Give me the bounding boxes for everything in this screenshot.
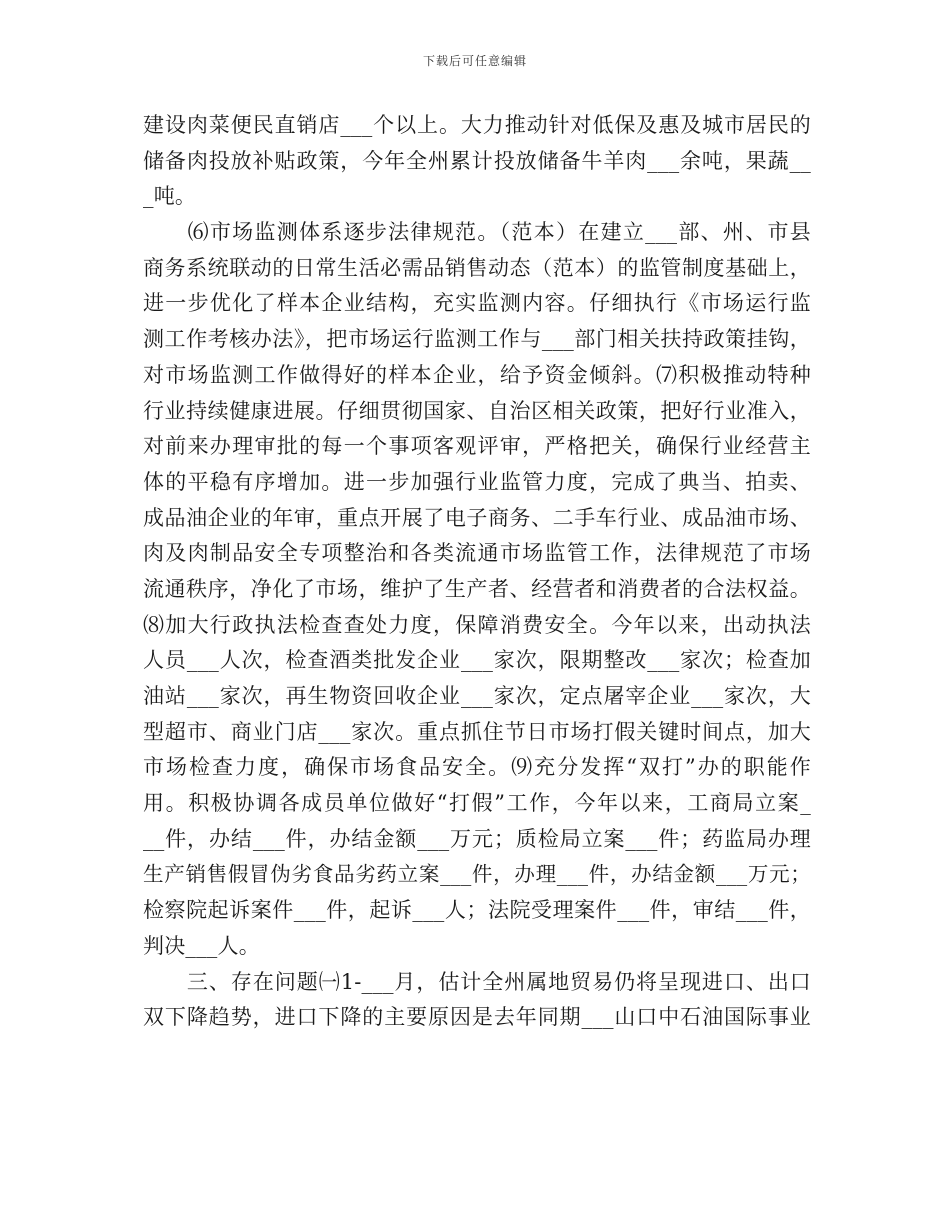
text-line: 市场检查力度，确保市场食品安全。⑼充分发挥“双打”办的职能作 xyxy=(143,755,811,780)
text-line: 生产销售假冒伪劣食品劣药立案___件，办理___件，办结金额___万元； xyxy=(143,862,811,887)
text-line: 用。积极协调各成员单位做好“打假”工作，今年以来，工商局立案_ xyxy=(143,791,811,816)
text-line: 油站___家次，再生物资回收企业___家次，定点屠宰企业___家次，大 xyxy=(143,684,811,708)
document-body xyxy=(143,108,811,1036)
text-line: 人员___人次，检查酒类批发企业___家次，限期整改___家次；检查加 xyxy=(143,648,811,673)
text-line: 检察院起诉案件___件，起诉___人；法院受理案件___件，审结___件， xyxy=(143,898,811,923)
text-line: 型超市、商业门店___家次。重点抓住节日市场打假关键时间点，加大 xyxy=(143,719,811,744)
text-line: 双下降趋势，进口下降的主要原因是去年同期___山口中石油国际事业 xyxy=(143,1005,811,1030)
text-line: 对前来办理审批的每一个事项客观评审，严格把关，确保行业经营主 xyxy=(143,434,811,459)
text-line: 进一步优化了样本企业结构，充实监测内容。仔细执行《市场运行监 xyxy=(143,291,811,316)
page-header: 下载后可任意编辑 xyxy=(422,54,527,68)
text-line: 储备肉投放补贴政策，今年全州累计投放储备牛羊肉___余吨，果蔬__ xyxy=(143,148,811,173)
text-line: _吨。 xyxy=(143,184,197,209)
text-line: ⑻加大行政执法检查查处力度，保障消费安全。今年以来，出动执法 xyxy=(143,612,811,637)
text-line: 肉及肉制品安全专项整治和各类流通市场监管工作，法律规范了市场 xyxy=(143,541,811,566)
text-line: 判决___人。 xyxy=(143,933,260,958)
text-line: 对市场监测工作做得好的样本企业，给予资金倾斜。⑺积极推动特种 xyxy=(143,362,811,387)
text-line: 建设肉菜便民直销店___个以上。大力推动针对低保及惠及城市居民的 xyxy=(143,113,811,137)
text-line: 体的平稳有序增加。进一步加强行业监管力度，完成了典当、拍卖、 xyxy=(143,469,811,494)
text-line: 流通秩序，净化了市场，维护了生产者、经营者和消费者的合法权益。 xyxy=(143,576,811,601)
text-line: 成品油企业的年审，重点开展了电子商务、二手车行业、成品油市场、 xyxy=(143,505,811,530)
text-line: 行业持续健康进展。仔细贯彻国家、自治区相关政策，把好行业准入， xyxy=(143,398,811,423)
text-line: 测工作考核办法》，把市场运行监测工作与___部门相关扶持政策挂钩， xyxy=(143,327,811,352)
text-line: 商务系统联动的日常生活必需品销售动态（范本）的监管制度基础上， xyxy=(143,255,811,280)
text-line: 三、存在问题㈠1-___月，估计全州属地贸易仍将呈现进口、出口 xyxy=(143,969,811,994)
text-line: ⑹市场监测体系逐步法律规范。（范本）在建立___部、州、市县 xyxy=(143,220,811,245)
text-line: __件，办结___件，办结金额___万元；质检局立案___件；药监局办理 xyxy=(143,826,811,851)
